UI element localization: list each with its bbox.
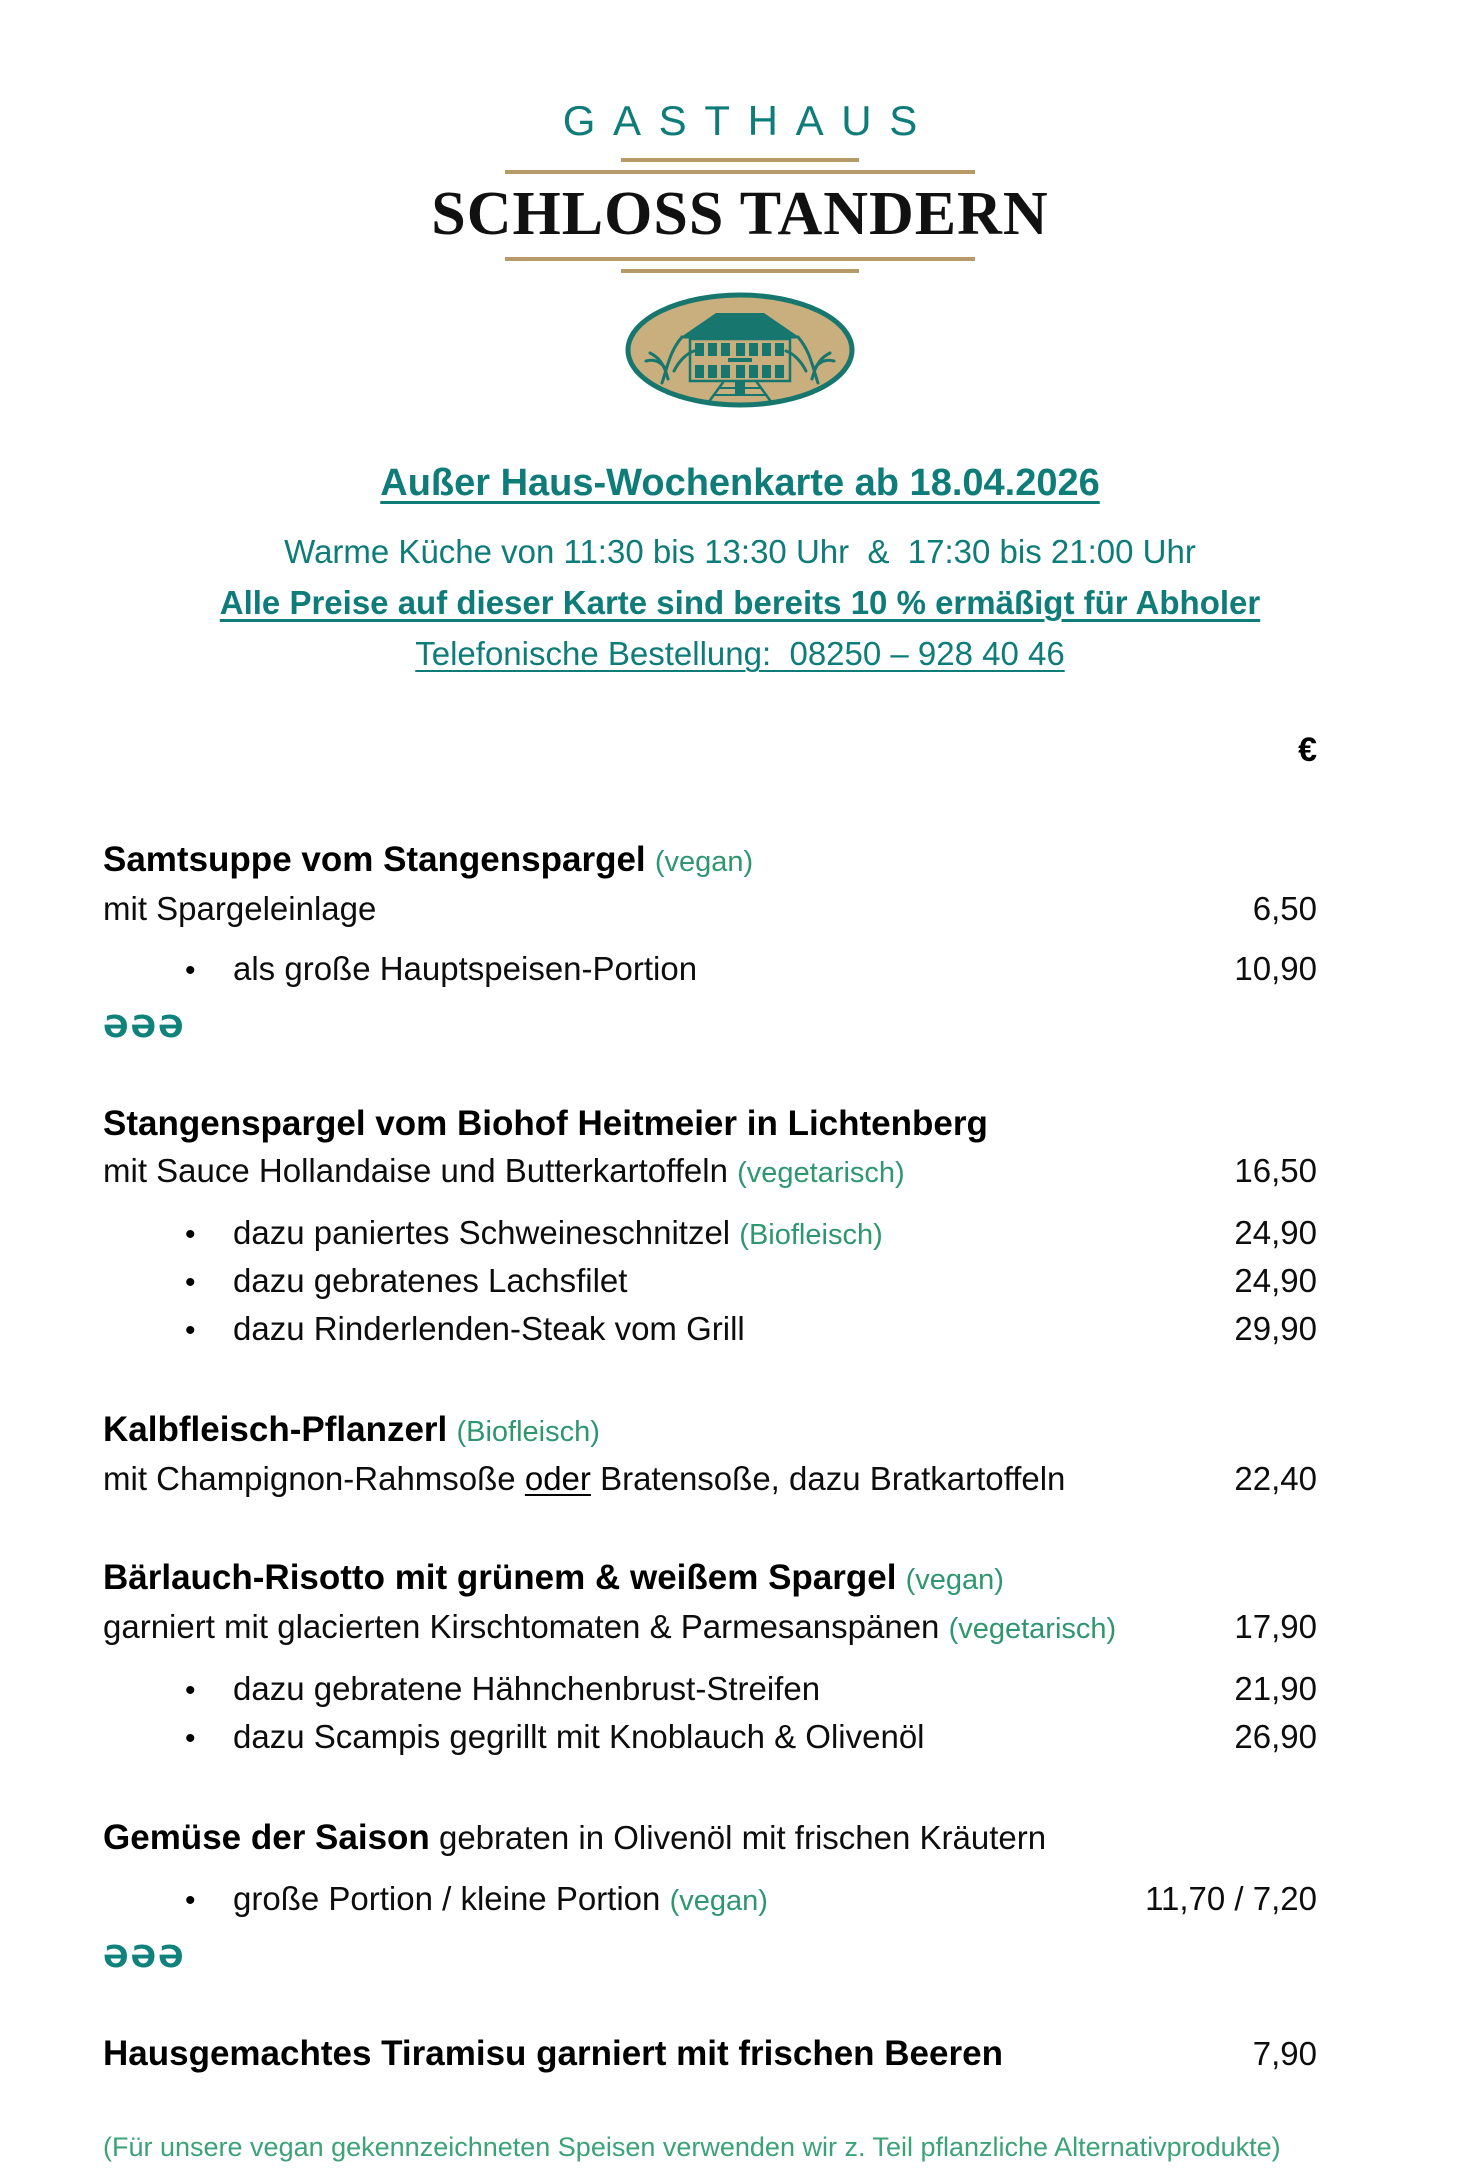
diet-label: (vegetarisch) bbox=[737, 1157, 905, 1190]
decorative-rule-top-short bbox=[621, 158, 859, 162]
dish-title-row bbox=[103, 1814, 1317, 1862]
bullet-icon: • bbox=[185, 1884, 196, 1918]
dish-text bbox=[233, 1306, 1210, 1352]
bullet-icon: • bbox=[185, 1218, 196, 1252]
price-value: 11,70 / 7,20 bbox=[1145, 1880, 1317, 1918]
dish-text-part: große Portion / kleine Portion bbox=[233, 1880, 670, 1918]
price-value: 17,90 bbox=[1234, 1608, 1317, 1646]
dish-title-row bbox=[103, 1406, 1317, 1456]
brand-gasthaus-text: GASTHAUS bbox=[562, 97, 935, 144]
dish-option-row bbox=[103, 1210, 1317, 1258]
dish-text-part: mit Sauce Hollandaise und Butterkartoffeln bbox=[103, 1152, 738, 1190]
dish-text-part: Samtsuppe vom Stangenspargel bbox=[103, 840, 646, 880]
menu-section-stangenspargel bbox=[103, 1100, 1317, 1354]
discount-note: Alle Preise auf dieser Karte sind bereits 10 % ermäßigt für Abholer bbox=[219, 584, 1261, 622]
section-divider-glyphs: ƏƏƏ bbox=[103, 1010, 186, 1046]
dish-option-row bbox=[103, 946, 1317, 994]
diet-label: (Biofleisch) bbox=[456, 1416, 600, 1449]
dish-option-row bbox=[103, 1306, 1317, 1354]
dish-title-row bbox=[103, 1100, 1317, 1148]
diet-label: (vegetarisch) bbox=[948, 1613, 1117, 1646]
price-value: 7,90 bbox=[1252, 2035, 1317, 2073]
dish-text-part: Gemüse der Saison bbox=[103, 1818, 430, 1858]
bullet-icon: • bbox=[185, 1722, 196, 1756]
menu-section-baerlauch-risotto bbox=[103, 1554, 1317, 1762]
price-value: 10,90 bbox=[1234, 950, 1317, 988]
dish-text-part: mit Spargeleinlage bbox=[103, 890, 377, 928]
price-value: 24,90 bbox=[1234, 1262, 1317, 1300]
menu-sections bbox=[103, 836, 1317, 2078]
brand-name-text: SCHLOSS TANDERN bbox=[431, 180, 1049, 248]
diet-label: (Biofleisch) bbox=[739, 1219, 883, 1252]
dish-text bbox=[233, 1876, 1121, 1924]
decorative-rule-bottom-long bbox=[505, 257, 975, 261]
dish-text-part: Stangenspargel vom Biohof Heitmeier in Lichtenberg bbox=[103, 1104, 988, 1144]
price-value: 16,50 bbox=[1234, 1152, 1317, 1190]
price-value: 24,90 bbox=[1234, 1214, 1317, 1252]
dish-text-part: mit Champignon-Rahmsoße bbox=[103, 1460, 525, 1498]
price-value: 29,90 bbox=[1234, 1310, 1317, 1348]
dish-text-part: dazu gebratenes Lachsfilet bbox=[233, 1262, 628, 1300]
dish-text-part: als große Hauptspeisen-Portion bbox=[233, 950, 698, 988]
dish-text-part: Bratensoße, dazu Bratkartoffeln bbox=[590, 1460, 1066, 1498]
dish-option-row bbox=[103, 1876, 1317, 1924]
dish-text-part: Hausgemachtes Tiramisu garniert mit frischen Beeren bbox=[103, 2034, 1003, 2074]
content-column bbox=[0, 731, 1480, 2163]
dish-text bbox=[233, 1666, 1210, 1712]
bullet-icon: • bbox=[185, 954, 196, 988]
price-value: 21,90 bbox=[1234, 1670, 1317, 1708]
dish-detail-row bbox=[103, 886, 1317, 932]
dish-text-part: Bärlauch-Risotto mit grünem & weißem Spargel bbox=[103, 1558, 897, 1598]
logo-container bbox=[0, 291, 1480, 414]
bullet-icon: • bbox=[185, 1314, 196, 1348]
dish-text-part: oder bbox=[524, 1460, 591, 1498]
price-value: 6,50 bbox=[1252, 890, 1317, 928]
menu-title: Außer Haus-Wochenkarte ab 18.04.2026 bbox=[380, 462, 1100, 505]
price-value: 26,90 bbox=[1234, 1718, 1317, 1756]
diet-label: (vegan) bbox=[669, 1885, 768, 1918]
dish-text bbox=[233, 1714, 1210, 1760]
dish-text bbox=[233, 1258, 1210, 1304]
dish-text bbox=[103, 1148, 1210, 1196]
dish-text bbox=[103, 1100, 1317, 1148]
dish-text bbox=[103, 1554, 1317, 1604]
phone-order-line: Telefonische Bestellung: 08250 – 928 40 46 bbox=[415, 635, 1065, 673]
menu-section-samtsuppe bbox=[103, 836, 1317, 1048]
decorative-rule-top-long bbox=[505, 170, 975, 174]
dish-text bbox=[103, 886, 1229, 932]
diet-label: (vegan) bbox=[905, 1564, 1004, 1597]
menu-section-tiramisu bbox=[103, 2030, 1317, 2078]
section-divider-glyphs: ƏƏƏ bbox=[103, 1940, 186, 1976]
dish-detail-row bbox=[103, 1456, 1317, 1502]
dish-title-row bbox=[103, 2030, 1317, 2078]
brand-header bbox=[0, 0, 1480, 414]
menu-section-kalbfleisch-pflanzerl bbox=[103, 1406, 1317, 1502]
dish-detail-row bbox=[103, 1148, 1317, 1196]
dish-title-row bbox=[103, 1554, 1317, 1604]
dish-text-part: gebraten in Olivenöl mit frischen Kräutern bbox=[429, 1819, 1047, 1857]
price-value: 22,40 bbox=[1234, 1460, 1317, 1498]
currency-column-header: € bbox=[1298, 731, 1317, 770]
diet-label: (vegan) bbox=[654, 846, 754, 879]
menu-section-gemuese-der-saison bbox=[103, 1814, 1317, 1978]
bullet-icon: • bbox=[185, 1266, 196, 1300]
dish-text bbox=[103, 2030, 1229, 2078]
dish-text-part bbox=[896, 1559, 905, 1596]
dish-text-part: dazu paniertes Schweineschnitzel bbox=[233, 1214, 740, 1252]
dish-text-part: dazu Rinderlenden-Steak vom Grill bbox=[233, 1310, 745, 1348]
dish-option-row bbox=[103, 1258, 1317, 1306]
dish-option-row bbox=[103, 1666, 1317, 1714]
schloss-emblem-icon bbox=[624, 291, 856, 409]
dish-text-part: dazu Scampis gegrillt mit Knoblauch & Olivenöl bbox=[233, 1718, 925, 1756]
dish-text-part: dazu gebratene Hähnchenbrust-Streifen bbox=[233, 1670, 821, 1708]
dish-text bbox=[233, 1210, 1210, 1258]
dish-option-row bbox=[103, 1714, 1317, 1762]
intro-block bbox=[0, 462, 1480, 673]
dish-text bbox=[103, 836, 1317, 886]
dish-title-row bbox=[103, 836, 1317, 886]
opening-hours: Warme Küche von 11:30 bis 13:30 Uhr & 17:30 bis 21:00 Uhr bbox=[284, 533, 1196, 571]
dish-text-part: Kalbfleisch-Pflanzerl bbox=[103, 1410, 448, 1450]
dish-text bbox=[103, 1604, 1210, 1652]
dish-detail-row bbox=[103, 1604, 1317, 1652]
decorative-rule-bottom-short bbox=[621, 269, 859, 273]
vegan-footnote: (Für unsere vegan gekennzeichneten Speisen verwenden wir z. Teil pflanzliche Alternativprodukte) bbox=[103, 2132, 1281, 2163]
dish-text-part bbox=[646, 841, 655, 878]
dish-text bbox=[103, 1406, 1317, 1456]
dish-text-part: garniert mit glacierten Kirschtomaten & Parmesanspänen bbox=[103, 1608, 949, 1646]
dish-text bbox=[103, 1814, 1317, 1862]
dish-text bbox=[103, 1456, 1210, 1502]
bullet-icon: • bbox=[185, 1674, 196, 1708]
dish-text bbox=[233, 946, 1210, 992]
